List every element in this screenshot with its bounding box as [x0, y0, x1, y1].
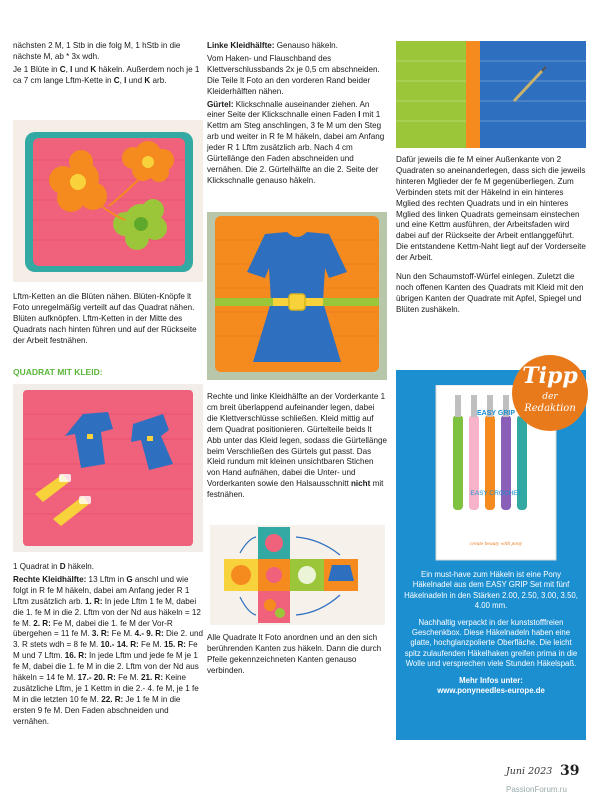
- color-code: I: [124, 75, 127, 85]
- column-2-middle-text: [207, 392, 387, 503]
- box-label: EASY CROCHET: [470, 490, 522, 497]
- row-label: 1. R:: [84, 596, 103, 606]
- text: mit 1 Kettm am Steg anschlingen, 3 fe M um den Steg arb und weiter in R fe M häkeln, dabei am Anfang jeder R 1 Lftm zusätzlich arb. Nach 4 cm Gürtellänge den Faden abschneiden und vernähen. Die 2. Gürtelhälfte an die 2. Seite der Klickschnalle genauso häkeln.: [207, 110, 385, 185]
- paragraph: nächsten 2 M, 1 Stb in die folg M, 1 hStb in die nächste M, ab * 3x wdh.: [13, 41, 181, 61]
- joining-squares-photo: [396, 41, 586, 148]
- row-label: 22. R:: [101, 694, 124, 704]
- color-code: C: [59, 64, 66, 74]
- column-3-text: [396, 155, 586, 318]
- column-1-top-text: [13, 41, 203, 89]
- badge-subtitle: Redaktion: [524, 403, 576, 414]
- watermark: PassionForum.ru: [506, 785, 567, 794]
- squares-layout-photo: [210, 525, 385, 625]
- text: Die 2. und 3. R stets wdh = 8 fe M.: [13, 629, 203, 650]
- text: 13 Lftm in: [86, 574, 127, 584]
- text: häkeln. Außerdem noch je 1 ca 7 cm lange Lftm-Kette in: [13, 64, 200, 85]
- text: ,: [65, 64, 71, 74]
- badge-der: der: [542, 392, 558, 402]
- color-code: I: [70, 64, 73, 74]
- dress-square-photo: [207, 212, 387, 380]
- issue-date: Juni 2023: [506, 766, 553, 777]
- text: Fe M.: [109, 629, 135, 639]
- paragraph: [207, 100, 387, 187]
- text: Je 1 fe M in die ersten 9 fe M. Den Faden abschneiden und vernähen.: [13, 694, 181, 726]
- text: Je 1 Blüte in: [13, 64, 60, 74]
- text: Fe M, dabei die 1. fe M der Vor-R übergehen = 11 fe M.: [13, 618, 173, 639]
- text: Rechte und linke Kleidhälfte an der Vorderkante 1 cm breit überlappend aufeinander legen, dabei die Klettverschlüsse schließen. Kleid mittig auf dem Quadrat positionieren. Gürtelteile beids lt Abb unter das Kleid legen, sodass die Gürtellänge beim Verschließen des Gürtels gut passt. Das Kleid rundum mit kleinen unsichtbaren Stichen von Hand aufnähen, dabei die Unter- und Vorderkanten sowie den Halsausschnitt: [207, 392, 387, 489]
- text: Fe M.: [138, 640, 164, 650]
- paragraph: Nun den Schaumstoff-Würfel einlegen. Zuletzt die noch offenen Kanten des Quadrats mit Kleid mit den übrigen Kanten der Quadrate mit Apfel, Spiegel und Blüten zushäkeln.: [396, 272, 584, 314]
- badge-title: Tipp: [522, 363, 578, 389]
- text: In jede Lftm und jede fe M je 1 fe M, dabei die 1. fe M in die 2. Lftm von der Nd aus häkeln = 14 fe M.: [13, 651, 199, 683]
- text: 1 Quadrat in: [13, 562, 60, 571]
- color-code: G: [126, 574, 133, 584]
- dress-parts-photo: [13, 384, 203, 552]
- row-label: 21. R:: [141, 673, 164, 683]
- text: und: [72, 64, 91, 74]
- joining-squares-illustration: [396, 41, 586, 148]
- label: Rechte Kleidhälfte:: [13, 574, 87, 584]
- paragraph: [207, 392, 387, 501]
- tip-text: [404, 570, 578, 702]
- flower-square-illustration: [13, 120, 203, 282]
- tip-badge: [512, 355, 588, 431]
- text: arb.: [150, 75, 167, 85]
- text: Genauso häkeln.: [274, 41, 338, 50]
- flower-square-photo: [13, 120, 203, 282]
- squares-layout-illustration: [210, 525, 385, 625]
- text: Klickschnalle auseinander ziehen. An einer Seite der Klickschnalle einen Faden: [207, 99, 370, 120]
- row-label: 3. R:: [91, 629, 110, 639]
- color-code: C: [113, 75, 120, 85]
- text: In jede Lftm 1 fe M, dabei die 1. fe M in die 2. Lftm von der Nd aus häkeln = 12 fe M.: [13, 596, 201, 628]
- column-2-bottom-text: [207, 633, 387, 679]
- column-1-bottom-text: [13, 562, 203, 730]
- emphasis: nicht: [350, 479, 371, 489]
- more-info-link[interactable]: www.ponyneedles-europe.de: [437, 686, 545, 696]
- label: Linke Kleidhälfte:: [207, 41, 275, 50]
- section-heading: QUADRAT MIT KLEID:: [13, 367, 103, 377]
- column-1-middle-text: [13, 292, 203, 349]
- box-brand: EASY GRIP: [477, 410, 515, 417]
- paragraph: [207, 41, 387, 52]
- row-label: 2. R:: [33, 618, 51, 628]
- row-label: 4.- 9. R:: [134, 629, 164, 639]
- box-tagline: create beauty with pony: [469, 541, 523, 547]
- text: Fe M und 7 Lftm.: [13, 640, 198, 661]
- paragraph: [13, 65, 203, 87]
- paragraph: Lftm-Ketten an die Blüten nähen. Blüten-Knöpfe lt Foto unregelmäßig verteilt auf das Quadrat nähen. Blüten aufknöpfen. Lftm-Ketten in der Mitte des Quadrats nach hinten führen und auf der Rückseite der Arbeit festnähen.: [13, 292, 197, 345]
- column-2-top-text: [207, 41, 387, 189]
- dress-square-illustration: [207, 212, 387, 380]
- text: häkeln.: [65, 562, 95, 571]
- row-label: 15. R:: [163, 640, 186, 650]
- text: Fe M.: [115, 673, 142, 683]
- color-code: I: [358, 110, 361, 120]
- paragraph: Dafür jeweils die fe M einer Außenkante von 2 Quadraten so aneinanderlegen, dass sich die jeweils hinteren Mglieder der fe M gegenüberliegen. Zum Verbinden stets mit der Häkelnd in ein hinteres Mglied des rechten Quadrats und in ein hinteres Mglied des linken Quadrats gemeinsam einstechen und eine Kettm ausführen, der Arbeitsfaden wird dabei auf der Rückseite der Arbeit entlanggeführt. Die entstandene Kettm-Naht liegt auf der Vorderseite der Arbeit.: [396, 155, 586, 263]
- label: Gürtel:: [207, 99, 234, 109]
- text: mit festnähen.: [207, 479, 384, 500]
- paragraph: Vom Haken- und Flauschband des Klettverschlussbands 2x je 0,5 cm abschneiden. Die Teile lt Foto an den vorderen Rand beider Kleiderhälften nähen.: [207, 53, 380, 96]
- row-label: 10.- 14. R:: [100, 640, 139, 650]
- text: ,: [119, 75, 125, 85]
- more-info-label: Mehr Infos unter:: [459, 675, 523, 685]
- text: Keine zusätzliche Lftm, je 1 Kettm in die 2.- 4. fe M, je 1 fe M in die letzten 10 fe M.: [13, 673, 199, 704]
- paragraph: Ein must-have zum Häkeln ist eine Pony Häkelnadel aus dem EASY GRIP Set mit fünf Häkelnadeln in den Stärken 2.00, 2.50, 3.00, 3.50, 4.00 mm.: [404, 570, 578, 611]
- row-label: 17.- 20. R:: [77, 673, 116, 683]
- paragraph: Nachhaltig verpackt in der kunststofffreien Geschenkbox. Diese Häkelnadeln haben eine glatte, hochglanzpolierte Oberfläche. Die leicht spitz zulaufenden Häkelhaken greifen prima in die Wolle und versprechen viele Stunden Häkelspaß.: [404, 617, 578, 669]
- paragraph: [13, 562, 203, 573]
- color-code: D: [59, 562, 66, 571]
- color-code: K: [90, 64, 97, 74]
- paragraph: [13, 575, 203, 728]
- dress-parts-illustration: [13, 384, 203, 552]
- paragraph: Alle Quadrate lt Foto anordnen und an den sich berührenden Kanten zus häkeln. Dann die durch Pfeile gekennzeichneten Kanten genauso verbinden.: [207, 633, 382, 675]
- text: und: [126, 75, 145, 85]
- row-label: 16. R:: [64, 651, 87, 661]
- text: anschl und wie folgt in R fe M häkeln, dabei am Anfang jeder R 1 Lftm zusätzlich arb.: [13, 574, 190, 606]
- page-number: 39: [560, 763, 580, 779]
- color-code: K: [144, 75, 151, 85]
